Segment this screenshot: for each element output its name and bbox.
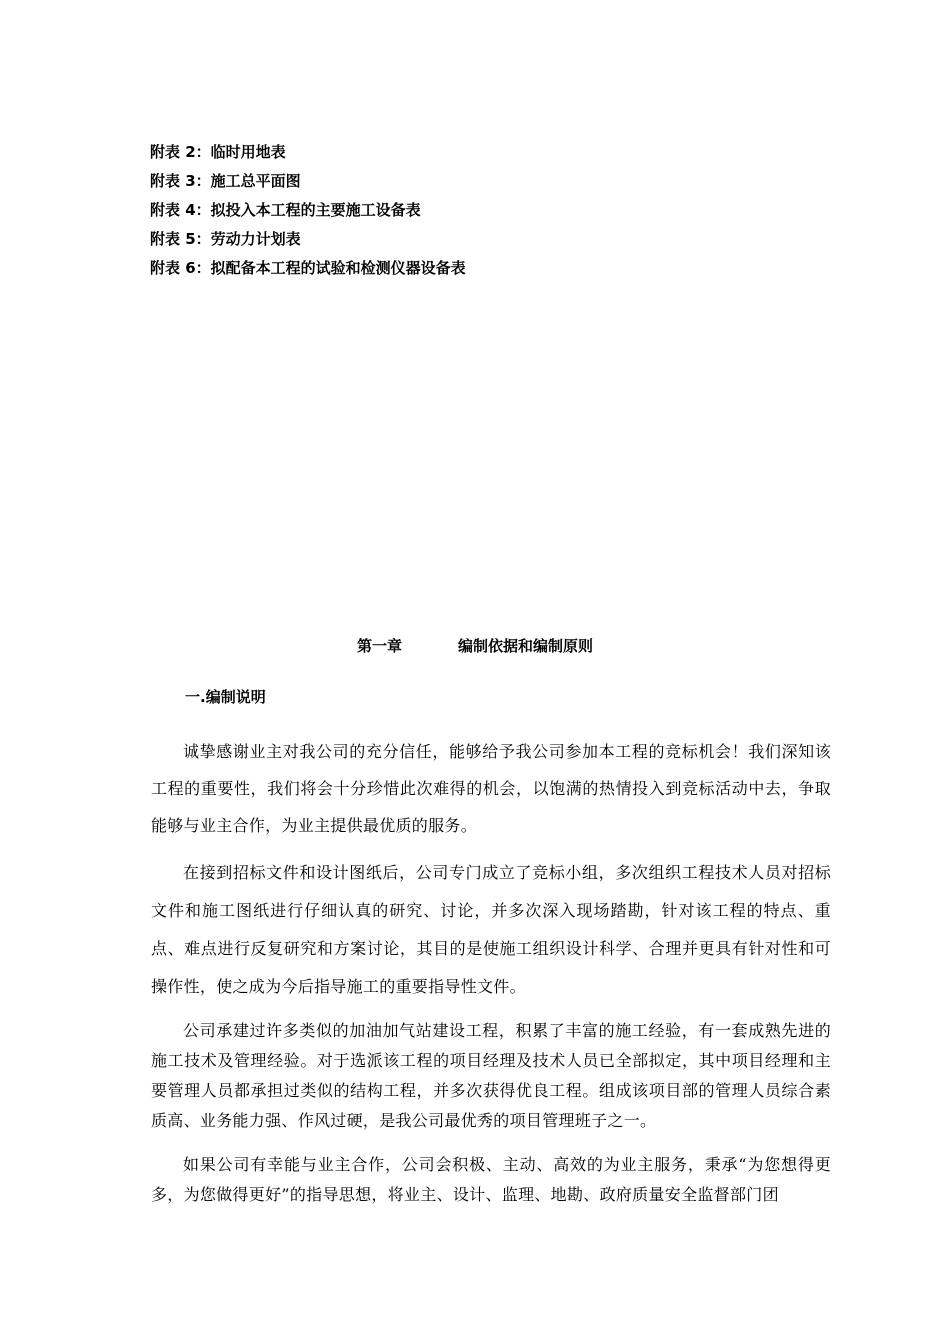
body-paragraph-1: 诚挚感谢业主对我公司的充分信任，能够给予我公司参加本工程的竞标机会！我们深知该工程的重要性，我们将会十分珍惜此次难得的机会，以饱满的热情投入到竞标活动中去，争取能够与业主合作，为业主提供最优质的服务。 — [151, 742, 831, 835]
chapter-title — [0, 634, 950, 658]
appendix-item-6: 附表 6：拟配备本工程的试验和检测仪器设备表 — [150, 259, 466, 277]
appendix-list — [150, 138, 466, 283]
appendix-item-3: 附表 3：施工总平面图 — [150, 172, 301, 190]
body-paragraph-2: 在接到招标文件和设计图纸后，公司专门成立了竞标小组，多次组织工程技术人员对招标文件和施工图纸进行仔细认真的研究、讨论，并多次深入现场踏勘，针对该工程的特点、重点、难点进行反复研究和方案讨论，其目的是使施工组织设计科学、合理并更具有针对性和可操作性，使之成为今后指导施工的重要指导性文件。 — [151, 863, 831, 996]
body-paragraph-3: 公司承建过许多类似的加油加气站建设工程，积累了丰富的施工经验，有一套成熟先进的施工技术及管理经验。对于选派该工程的项目经理及技术人员已全部拟定，其中项目经理和主要管理人员都承担过类似的结构工程，并多次获得优良工程。组成该项目部的管理人员综合素质高、业务能力强、作风过硬，是我公司最优秀的项目管理班子之一。 — [151, 1021, 831, 1130]
chapter-number: 第一章 — [356, 637, 402, 655]
section-heading: 一.编制说明 — [185, 688, 266, 706]
body-paragraph-4: 如果公司有幸能与业主合作，公司会积极、主动、高效的为业主服务，秉承“为您想得更多，为您做得更好”的指导思想，将业主、设计、监理、地勘、政府质量安全监督部门团 — [151, 1155, 831, 1204]
appendix-item-2: 附表 2：临时用地表 — [150, 143, 286, 161]
appendix-item-4: 附表 4：拟投入本工程的主要施工设备表 — [150, 201, 421, 219]
appendix-item-5: 附表 5：劳动力计划表 — [150, 230, 301, 248]
chapter-name: 编制依据和编制原则 — [458, 637, 594, 655]
